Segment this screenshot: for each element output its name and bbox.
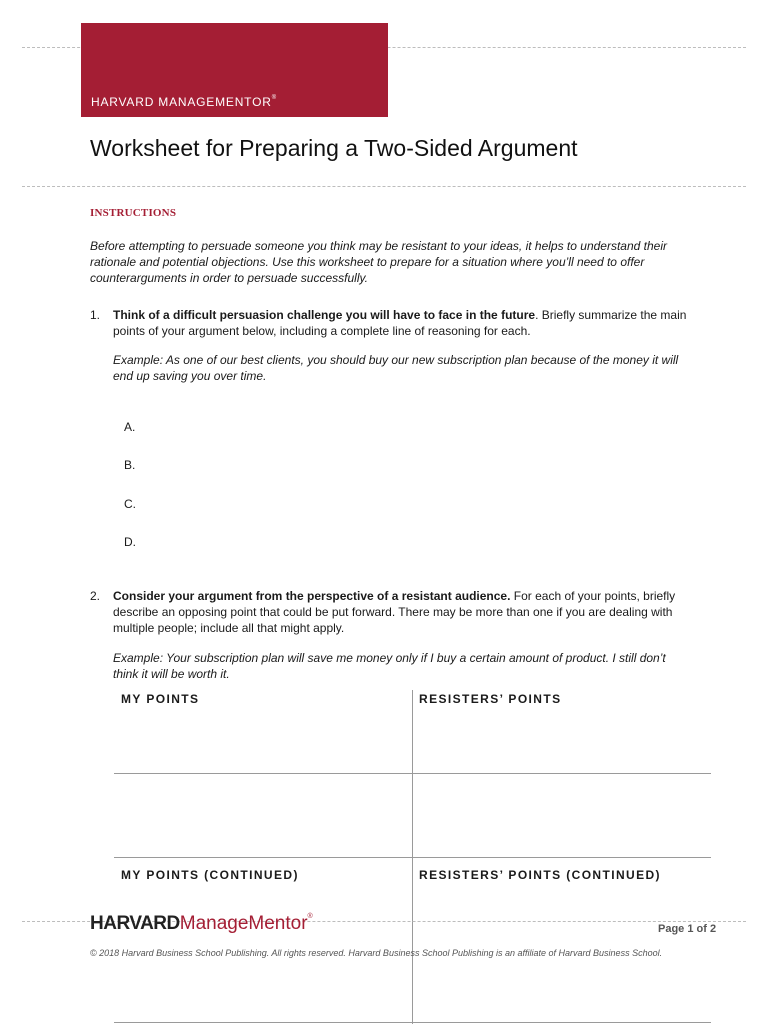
- resisters-points-continued-header: RESISTERS’ POINTS (CONTINUED): [419, 868, 661, 882]
- table-row-divider: [114, 857, 711, 858]
- item-2-number: 2.: [90, 589, 101, 603]
- my-points-continued-header: MY POINTS (CONTINUED): [121, 868, 299, 882]
- item-1-example: Example: As one of our best clients, you should buy our new subscription plan because of the money it will end up saving you over time.: [113, 353, 679, 383]
- point-c-label: C.: [124, 497, 136, 511]
- table-row-divider: [114, 773, 711, 774]
- item-2-text: Consider your argument from the perspective of a resistant audience. For each of your points, briefly describe an opposing point that could be put forward. There may be more than one if you are dealing with multiple people; include all that might apply.: [113, 589, 676, 635]
- copyright-notice: © 2018 Harvard Business School Publishing. All rights reserved. Harvard Business School Publishing is an affiliate of Harvard Business School.: [90, 948, 663, 958]
- page-number: Page 1 of 2: [658, 923, 717, 935]
- footer-logo: HARVARDManageMentor®: [90, 913, 313, 934]
- item-1-text: Think of a difficult persuasion challenge you will have to face in the future. Briefly summarize the main points of your argument below, including a complete line of reasoning for each.: [113, 308, 687, 338]
- item-2-example: Example: Your subscription plan will save me money only if I buy a certain amount of product. I still don’t think it will be worth it.: [113, 651, 666, 681]
- table-bottom-border: [114, 1022, 711, 1023]
- instructions-text: Before attempting to persuade someone you think may be resistant to your ideas, it helps to understand their rationale and potential objections. Use this worksheet to prepare for a situation where you’ll need to offer counterarguments in order to persuade successfully.: [90, 239, 668, 285]
- instructions-heading: INSTRUCTIONS: [90, 207, 177, 219]
- title-dashed-divider: [22, 186, 746, 187]
- point-a-label: A.: [124, 420, 136, 434]
- my-points-header: MY POINTS: [121, 692, 200, 706]
- brand-banner: [81, 23, 388, 117]
- point-b-label: B.: [124, 458, 136, 472]
- resisters-points-header: RESISTERS’ POINTS: [419, 692, 562, 706]
- brand-logo-text: HARVARD MANAGEMENTOR®: [91, 95, 277, 109]
- page-title: Worksheet for Preparing a Two-Sided Argument: [90, 135, 578, 161]
- item-1-number: 1.: [90, 308, 101, 322]
- point-d-label: D.: [124, 535, 136, 549]
